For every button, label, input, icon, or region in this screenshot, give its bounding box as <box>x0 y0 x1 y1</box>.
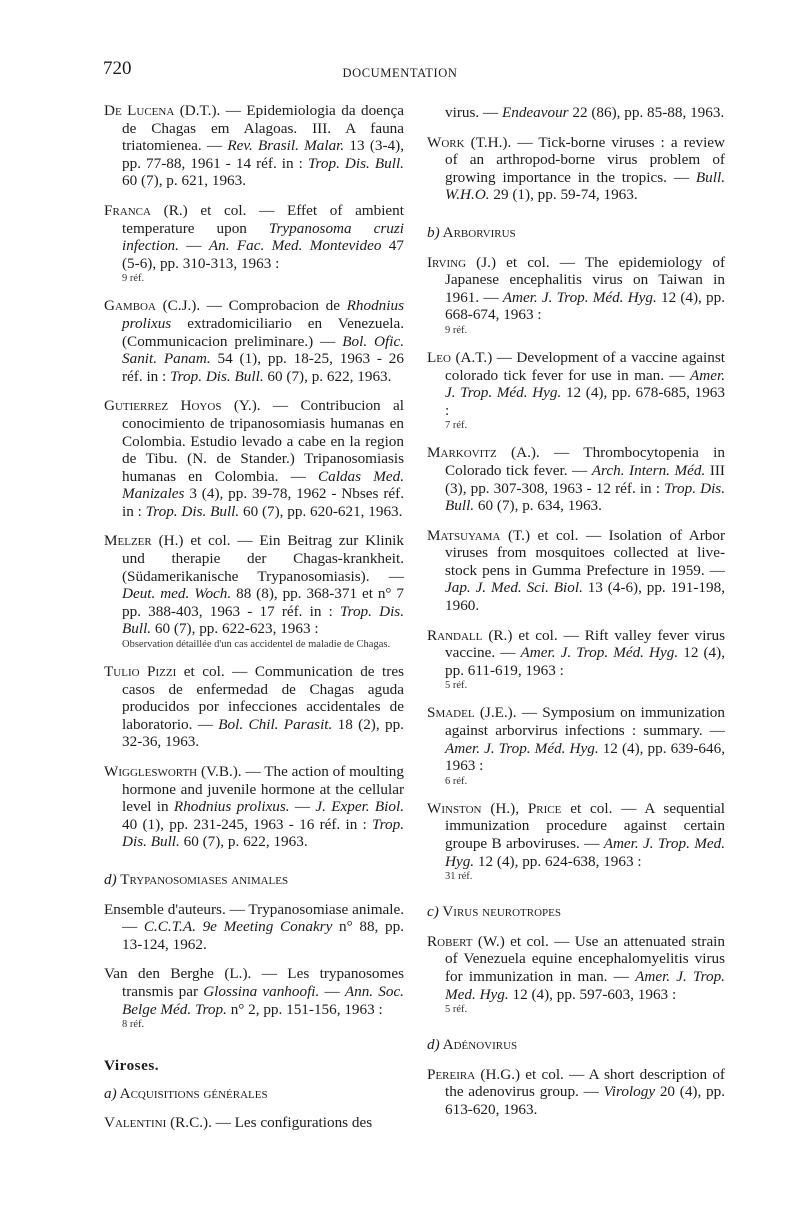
viroses-heading: Viroses. <box>104 1057 160 1075</box>
bib-entry: Ensemble d'auteurs. — Trypanosomiase animale. — C.C.T.A. 9e Meeting Conakry n° 88, pp. 13-124, 1962. <box>104 900 405 953</box>
bib-entry: De Lucena (D.T.). — Epidemiologia da doença de Chagas em Alagoas. III. A fauna triatomienea. — Rev. Brasil. Malar. 13 (3-4), pp. 77-88, 1961 - 14 réf. in : Trop. Dis. Bull. 60 (7), p. 621, 1963. <box>104 102 404 190</box>
bib-entry: Leo (A.T.) — Development of a vaccine against colorado tick fever for use in man. — Amer. J. Trop. Méd. Hyg. 12 (4), pp. 678-685, 1963 : 7 réf. <box>427 348 725 432</box>
bib-entry: Pereira (H.G.) et col. — A short description of the adenovirus group. — Virology 20 (4), pp. 613-620, 1963. <box>427 1065 725 1118</box>
section-heading: b) Arborvirus <box>427 223 516 241</box>
running-head: DOCUMENTATION <box>342 66 458 80</box>
right-column <box>427 104 725 1131</box>
bib-entry: Irving (J.) et col. — The epidemiology of Japanese encephalitis virus on Taiwan in 1961. — Amer. J. Trop. Méd. Hyg. 12 (4), pp. 668-674, 1963 : 9 réf. <box>427 253 726 336</box>
bib-entry: Melzer (H.) et col. — Ein Beitrag zur Klinik und therapie der Chagas-krankheit. (Südamerikanische Trypanosomiasis). — Deut. med. Woch. 88 (8), pp. 368-371 et n° 7 pp. 388-403, 1963 - 17 réf. in : Trop. Dis. Bull. 60 (7), pp. 622-623, 1963 : Observation détaillée d'un cas accidentel de maladie de Chagas. <box>104 532 404 651</box>
entry-note: 5 réf. <box>445 1004 468 1016</box>
bib-entry: Matsuyama (T.) et col. — Isolation of Arbor viruses from mosquitoes collected at live-stock pens in Gumma Prefecture in 1959. — Jap. J. Med. Sci. Biol. 13 (4-6), pp. 191-198, 1960. <box>427 526 725 615</box>
entry-note: Observation détaillée d'un cas accidentel de maladie de Chagas. <box>122 639 391 651</box>
entry-note: 31 réf. <box>445 871 473 883</box>
bib-entry: Markovitz (A.). — Thrombocytopenia in Colorado tick fever. — Arch. Intern. Méd. III (3), pp. 307-308, 1963 - 12 réf. in : Trop. Dis. Bull. 60 (7), p. 634, 1963. <box>427 444 725 515</box>
bib-entry: Robert (W.) et col. — Use an attenuated strain of Venezuela equine encephalomyelitis virus for immunization in man. — Amer. J. Trop. Med. Hyg. 12 (4), pp. 597-603, 1963 : 5 réf. <box>427 932 725 1016</box>
page-number: 720 <box>103 58 132 79</box>
bib-entry: Smadel (J.E.). — Symposium on immunization against arborvirus infections : summary. — Amer. J. Trop. Méd. Hyg. 12 (4), pp. 639-646, 1963 : 6 réf. <box>427 704 725 787</box>
bib-entry-continued: virus. — Endeavour 22 (86), pp. 85-88, 1963. <box>445 104 725 121</box>
entry-note: 9 réf. <box>122 273 145 285</box>
section-heading: d) Adénovirus <box>427 1036 518 1054</box>
bib-entry: Randall (R.) et col. — Rift valley fever virus vaccine. — Amer. J. Trop. Méd. Hyg. 12 (4), pp. 611-619, 1963 : 5 réf. <box>427 626 725 692</box>
entry-note: 8 réf. <box>122 1019 145 1031</box>
entry-note: 7 réf. <box>445 420 468 432</box>
bib-entry: Winston (H.), Price et col. — A sequential immunization procedure against certain groupe B arboviruses. — Amer. J. Trop. Med. Hyg. 12 (4), pp. 624-638, 1963 : 31 réf. <box>427 799 725 883</box>
bib-entry: Wigglesworth (V.B.). — The action of moulting hormone and juvenile hormone at the cellular level in Rhodnius prolixus. — J. Exper. Biol. 40 (1), pp. 231-245, 1963 - 16 réf. in : Trop. Dis. Bull. 60 (7), p. 622, 1963. <box>104 763 404 851</box>
section-heading: d) Trypanosomiases animales <box>104 870 289 888</box>
bib-entry: Van den Berghe (L.). — Les trypanosomes transmis par Glossina vanhoofi. — Ann. Soc. Belge Méd. Trop. n° 2, pp. 151-156, 1963 : 8 réf. <box>104 965 404 1031</box>
bib-entry: Gutierrez Hoyos (Y.). — Contribucion al conocimiento de tripanosomiasis humanas en Colombia. Estudio levado a cabe en la region de Tibu. (N. de Stander.) Tripanosomiasis humanas en Colombia. — Caldas Med. Manizales 3 (4), pp. 39-78, 1962 - Nbses réf. in : Trop. Dis. Bull. 60 (7), pp. 620-621, 1963. <box>104 397 405 520</box>
bib-entry: Tulio Pizzi et col. — Communication de tres casos de enfermedad de Chagas aguda producidos por infecciones accidentales de laboratorio. — Bol. Chil. Parasit. 18 (2), pp. 32-36, 1963. <box>104 663 404 751</box>
bib-entry: Franca (R.) et col. — Effet of ambient temperature upon Trypanosoma cruzi infection. — An. Fac. Med. Montevideo 47 (5-6), pp. 310-313, 1963 : 9 réf. <box>104 201 404 285</box>
section-heading: c) Virus neurotropes <box>427 903 562 921</box>
section-heading: a) Acquisitions générales <box>104 1084 268 1102</box>
bib-entry: Work (T.H.). — Tick-borne viruses : a review of an arthropod-borne virus problem of growing importance in the tropics. — Bull. W.H.O. 29 (1), pp. 59-74, 1963. <box>427 133 725 204</box>
entry-note: 5 réf. <box>445 680 468 692</box>
left-column <box>104 102 404 1144</box>
bib-entry: Gamboa (C.J.). — Comprobacion de Rhodnius prolixus extradomiciliario en Venezuela. (Communicacion preliminare.) — Bol. Ofic. Sanit. Panam. 54 (1), pp. 18-25, 1963 - 26 réf. in : Trop. Dis. Bull. 60 (7), p. 622, 1963. <box>104 297 405 385</box>
entry-note: 6 réf. <box>445 775 468 787</box>
bib-entry: Valentini (R.C.). — Les configurations des <box>104 1114 373 1132</box>
entry-note: 9 réf. <box>445 324 468 336</box>
